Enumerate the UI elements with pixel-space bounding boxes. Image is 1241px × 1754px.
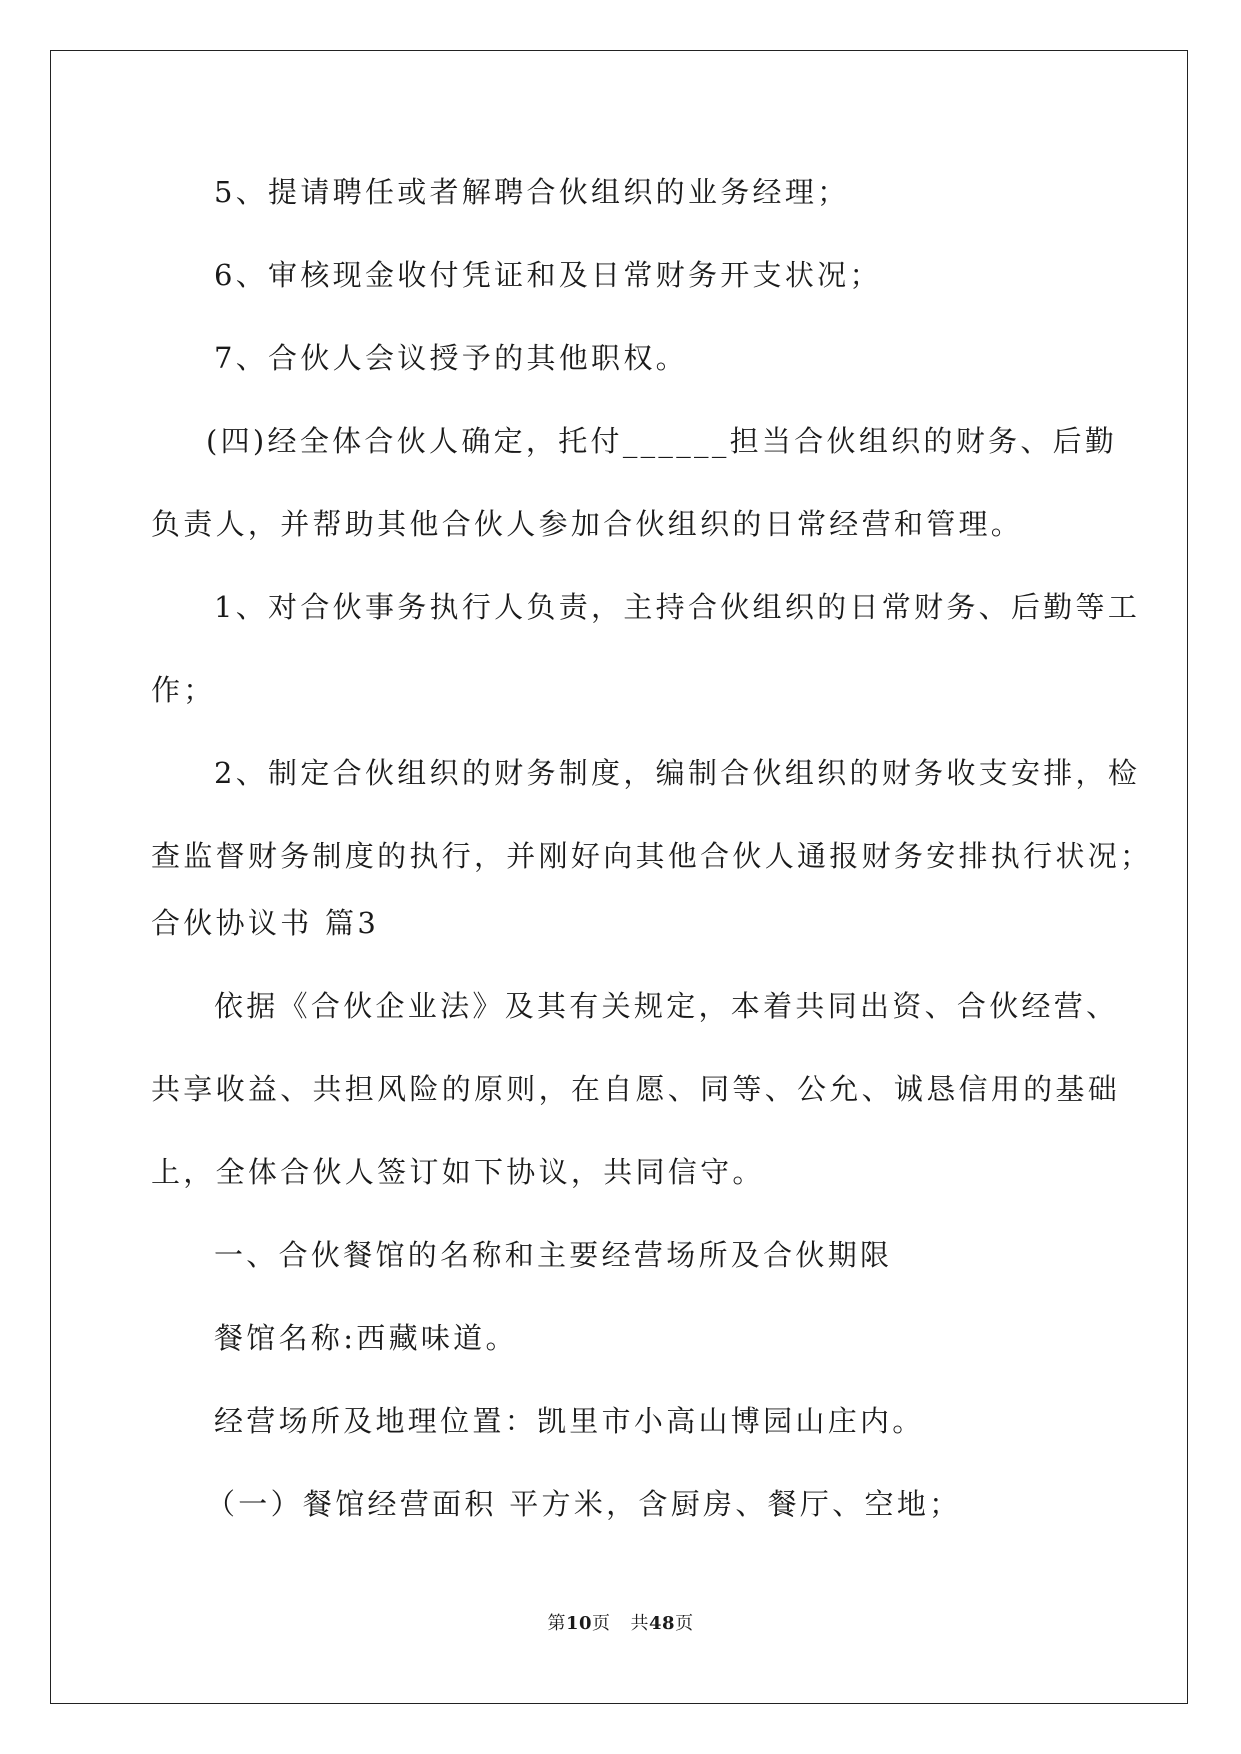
page-border [50,50,1188,1704]
paragraph-item-6: 6、审核现金收付凭证和及日常财务开支状况； [214,258,882,292]
section-heading: 合伙协议书 篇3 [151,906,380,940]
footer-prefix: 第 [547,1613,566,1634]
paragraph-item-5: 5、提请聘任或者解聘合伙组织的业务经理； [214,175,850,209]
paragraph-section-4-line-2: 负责人，并帮助其他合伙人参加合伙组织的日常经营和管理。 [151,507,1024,541]
total-page-count: 48 [649,1613,676,1634]
paragraph-item-7: 7、合伙人会议授予的其他职权。 [214,341,688,375]
business-area: （一）餐馆经营面积 平方米，含厨房、餐厅、空地； [206,1487,962,1521]
footer-total-prefix: 共 [630,1613,649,1634]
business-location: 经营场所及地理位置：凯里市小高山博园山庄内。 [214,1404,925,1438]
paragraph-duty-2-line-1: 2、制定合伙组织的财务制度，编制合伙组织的财务收支安排，检 [214,756,1141,790]
footer-page-suffix: 页 [592,1613,611,1634]
current-page-number: 10 [565,1613,592,1634]
paragraph-intro-line-1: 依据《合伙企业法》及其有关规定，本着共同出资、合伙经营、 [214,989,1119,1023]
paragraph-intro-line-2: 共享收益、共担风险的原则，在自愿、同等、公允、诚恳信用的基础 [151,1072,1121,1106]
paragraph-section-4-line-1: (四)经全体合伙人确定，托付______担当合伙组织的财务、后勤 [206,424,1118,458]
paragraph-duty-1-line-2: 作； [151,673,216,707]
restaurant-name: 餐馆名称:西藏味道。 [214,1321,518,1355]
page-footer [0,1612,1241,1636]
paragraph-intro-line-3: 上，全体合伙人签订如下协议，共同信守。 [151,1155,765,1189]
paragraph-duty-1-line-1: 1、对合伙事务执行人负责，主持合伙组织的日常财务、后勤等工 [214,590,1141,624]
footer-total-suffix: 页 [675,1613,694,1634]
paragraph-duty-2-line-2: 查监督财务制度的执行，并刚好向其他合伙人通报财务安排执行状况； [151,839,1153,873]
clause-1-heading: 一、合伙餐馆的名称和主要经营场所及合伙期限 [214,1238,893,1272]
